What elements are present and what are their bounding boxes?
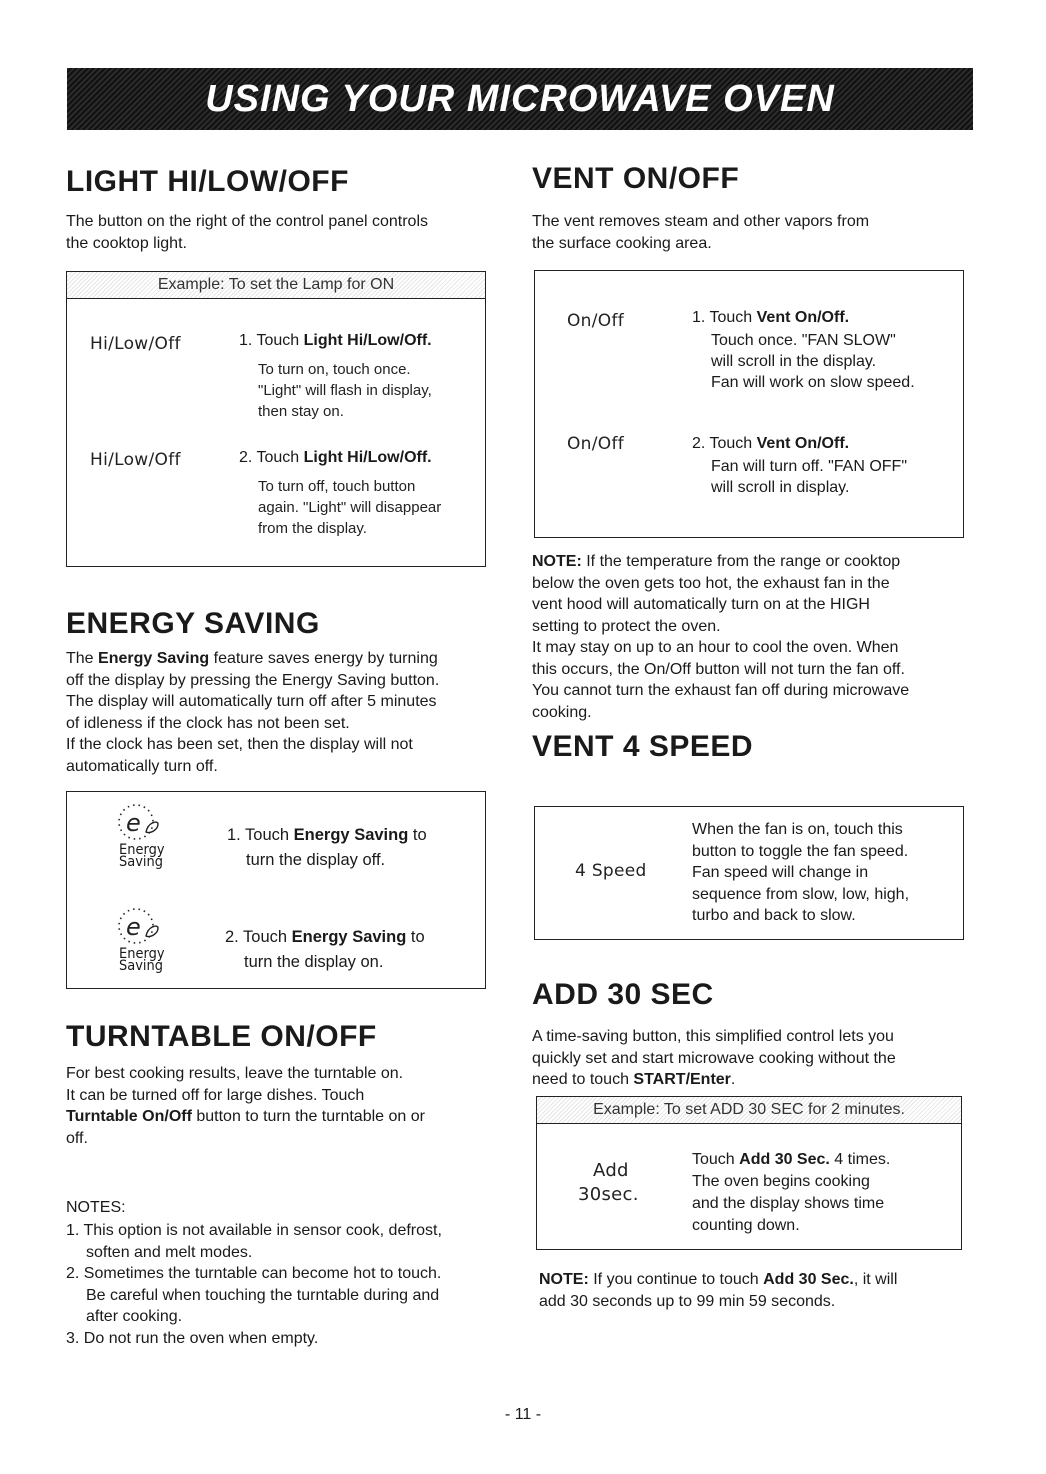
energy-example-box	[66, 791, 486, 989]
four-speed-button: 4 Speed	[575, 861, 647, 881]
on-off-button-1: On/Off	[567, 311, 625, 331]
energy-step-2: 2. Touch Energy Saving to turn the display on.	[225, 928, 425, 971]
add30-note: NOTE: If you continue to touch Add 30 Sec., it will add 30 seconds up to 99 min 59 seconds.	[539, 1271, 898, 1310]
hi-low-off-button-1: Hi/Low/Off	[90, 334, 181, 354]
light-example-header: Example: To set the Lamp for ON	[67, 272, 485, 299]
light-step-2: 2. Touch Light Hi/Low/Off. To turn off, touch button again. "Light" will disappear from the display.	[239, 449, 442, 537]
energy-saving-icon-1: e Energy Saving	[118, 802, 188, 892]
vent-intro: The vent removes steam and other vapors from the surface cooking area.	[532, 213, 870, 252]
vent4-example-box	[534, 806, 964, 940]
vent4-heading: VENT 4 SPEED	[532, 730, 754, 763]
add30-heading: ADD 30 SEC	[532, 978, 714, 1011]
add30-example-header: Example: To set ADD 30 SEC for 2 minutes.	[537, 1097, 961, 1124]
banner-title: USING YOUR MICROWAVE OVEN	[205, 77, 835, 120]
energy-saving-icon-2: e Energy Saving	[118, 906, 188, 996]
energy-step-1: 1. Touch Energy Saving to turn the display off.	[227, 826, 427, 869]
vent-heading: VENT ON/OFF	[532, 162, 740, 195]
vent4-description: When the fan is on, touch this button to toggle the fan speed. Fan speed will change in sequence from slow, low, high, turbo and back to slow.	[692, 821, 910, 924]
notes-title: NOTES:	[66, 1199, 126, 1216]
light-example-box	[66, 271, 486, 567]
add30-step: Touch Add 30 Sec. 4 times. The oven begins cooking and the display shows time counting down.	[692, 1151, 891, 1234]
turntable-paragraph: For best cooking results, leave the turntable on. It can be turned off for large dishes. Touch Turntable On/Off button to turn the turntable on or off.	[66, 1065, 425, 1147]
vent-step-1: 1. Touch Vent On/Off. Touch once. "FAN SLOW" will scroll in the display. Fan will work on slow speed.	[692, 309, 915, 391]
notes-list: 1. This option is not available in sensor cook, defrost, soften and melt modes. 2. Sometimes the turntable can become hot to touch. Be careful when touching the turntable during and after cooking. 3. Do not run the oven when empty.	[66, 1222, 442, 1347]
light-intro: The button on the right of the control panel controls the cooktop light.	[66, 213, 429, 252]
light-heading: LIGHT HI/LOW/OFF	[66, 165, 349, 198]
light-step-1: 1. Touch Light Hi/Low/Off. To turn on, touch once. "Light" will flash in display, then stay on.	[239, 332, 432, 420]
page-banner	[67, 68, 973, 130]
vent-note: NOTE: If the temperature from the range or cooktop below the oven gets too hot, the exhaust fan in the vent hood will automatically turn on at the HIGH setting to protect the oven. It may stay on up to an hour to cool the oven. When this occurs, the On/Off button will not turn the fan off. You cannot turn the exhaust fan off during microwave cooking.	[532, 553, 910, 721]
vent-step-2: 2. Touch Vent On/Off. Fan will turn off. "FAN OFF" will scroll in display.	[692, 435, 907, 496]
energy-paragraph: The Energy Saving feature saves energy by turning off the display by pressing the Energy Saving button. The display will automatically turn off after 5 minutes of idleness if the clock has not been set. If the clock has been set, then the display will not automatically turn off.	[66, 650, 440, 775]
add30-example-box	[536, 1096, 962, 1250]
page-number: - 11 -	[504, 1406, 542, 1423]
add30-intro: A time-saving button, this simplified control lets you quickly set and start microwave cooking without the need to touch START/Enter.	[532, 1028, 896, 1088]
add-30sec-button: Add 30sec.	[578, 1160, 639, 1205]
energy-heading: ENERGY SAVING	[66, 607, 320, 640]
turntable-heading: TURNTABLE ON/OFF	[66, 1020, 377, 1053]
svg-text:e: e	[126, 809, 141, 837]
hi-low-off-button-2: Hi/Low/Off	[90, 450, 181, 470]
svg-text:e: e	[126, 913, 141, 941]
vent-example-box	[534, 270, 964, 538]
on-off-button-2: On/Off	[567, 434, 625, 454]
